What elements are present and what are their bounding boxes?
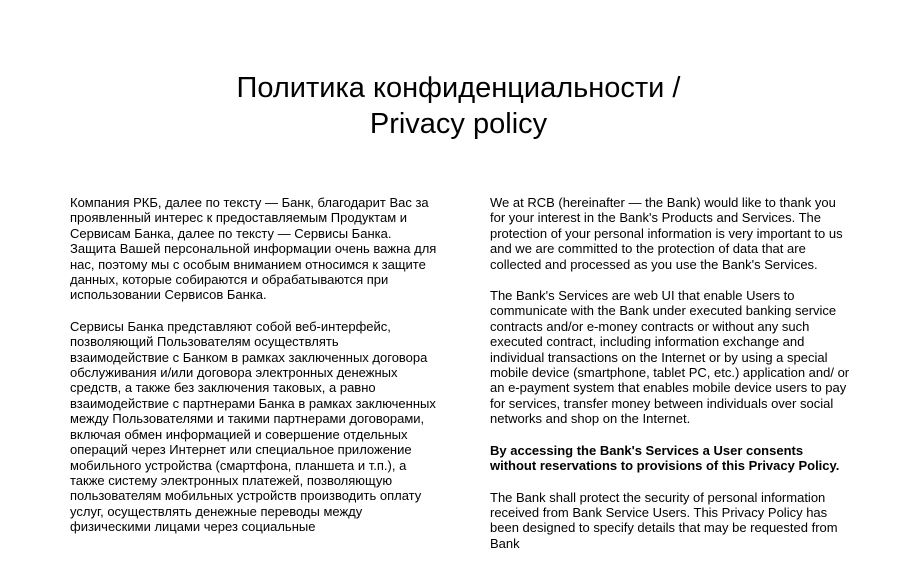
english-paragraph-consent: By accessing the Bank's Services a User consents without reservations to provisions of this Privacy Policy. bbox=[490, 442, 840, 474]
english-text-column bbox=[490, 195, 850, 567]
page-title bbox=[0, 70, 917, 142]
page-title-line-english: Privacy policy bbox=[369, 108, 548, 140]
russian-text-column bbox=[70, 195, 440, 551]
english-paragraph-security: The Bank shall protect the security of personal information received from Bank Service Users. This Privacy Policy has been designed to specify details that may be requested from Bank bbox=[490, 489, 838, 551]
russian-paragraph-services: Сервисы Банка представляют собой веб-интерфейс, позволяющий Пользователям осуществлять взаимодействие с Банком в рамках заключенных договора обслуживания и/или договора электронных денежных средств, а также без заключения таковых, а равно взаимодействие с партнерами Банка в рамках заключенных между Пользователями и такими партнерами договорами, включая обмен информацией и совершение отдельных операций через Интернет или специальное приложение мобильного устройства (смартфона, планшета и т.п.), а также систему электронных платежей, позволяющую пользователям мобильных устройств производить оплату услуг, осуществлять денежные переводы между физическими лицами через социальные bbox=[70, 318, 436, 535]
russian-paragraph-intro: Компания РКБ, далее по тексту — Банк, благодарит Вас за проявленный интерес к предоставляемым Продуктам и Сервисам Банка, далее по тексту — Сервисы Банка. Защита Вашей персональной информации очень важна для нас, поэтому мы с особым вниманием относимся к защите данных, которые собираются и обрабатываются при использовании Сервисов Банка. bbox=[70, 195, 437, 303]
english-paragraph-services: The Bank's Services are web UI that enable Users to communicate with the Bank under executed banking service contracts and/or e-money contracts or without any such executed contract, including information exchange and individual transactions on the Internet or by using a special mobile device (smartphone, tablet PC, etc.) application and/ or an e-payment system that enables mobile device users to pay for services, transfer money between individuals over social networks and shop on the Internet. bbox=[490, 288, 850, 427]
page-title-line-russian: Политика конфиденциальности / bbox=[236, 72, 681, 104]
english-paragraph-intro: We at RCB (hereinafter — the Bank) would like to thank you for your interest in the Bank's Products and Services. The protection of your personal information is very important to us and we are committed to the protection of data that are collected and processed as you use the Bank's Services. bbox=[490, 195, 843, 272]
